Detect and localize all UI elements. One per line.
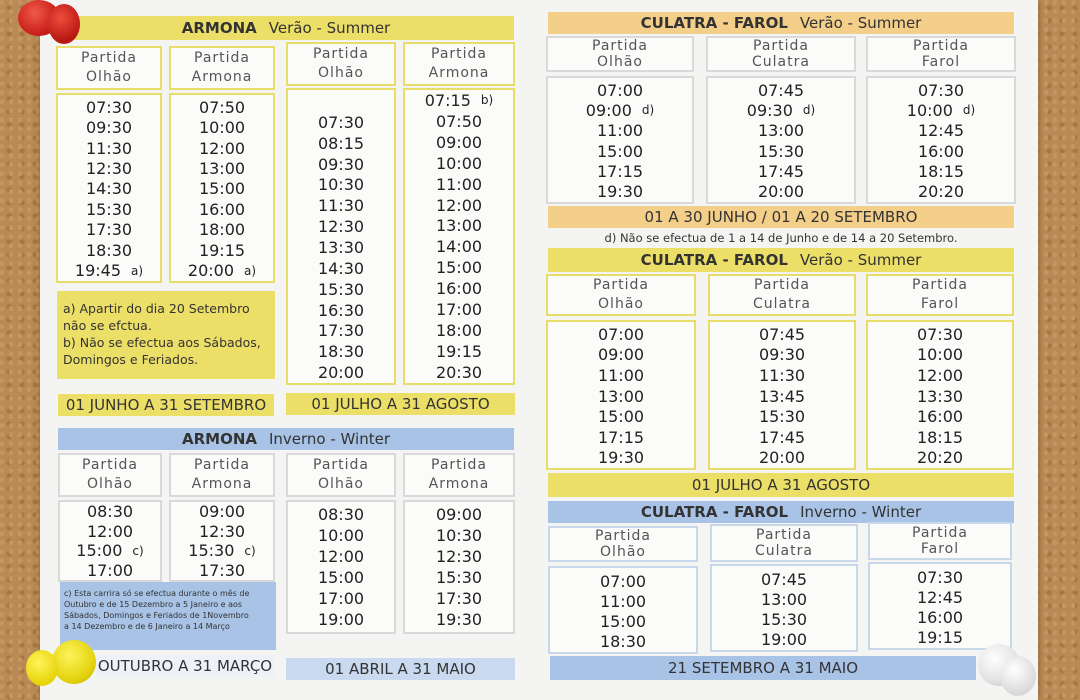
departure-time — [868, 365, 1012, 386]
time-value: 12:00 — [317, 547, 365, 566]
time-value: 15:00 — [596, 141, 644, 161]
time-value: 18:00 — [435, 321, 483, 341]
time-value: 15:00 — [599, 612, 647, 632]
time-value: 17:45 — [758, 427, 806, 447]
time-value: 20:00 — [758, 448, 806, 468]
departure-time — [712, 630, 856, 650]
time-value: 11:30 — [85, 138, 133, 158]
departure-time — [710, 386, 854, 407]
time-value: 15:00 — [597, 407, 645, 427]
armona-winter-left-header-olhao: Partida Olhão — [58, 453, 162, 497]
departure-time — [550, 571, 696, 591]
time-value: 17:45 — [757, 161, 805, 181]
yellow-pushpin-head — [26, 650, 58, 686]
time-value: 10:00 — [435, 153, 483, 173]
time-value: 09:30 — [85, 118, 133, 138]
departure-time — [548, 182, 692, 202]
time-value: 09:00 — [435, 132, 483, 152]
time-value: 07:30 — [917, 80, 965, 100]
culatra-winter-header-culatra: Partida Culatra — [710, 524, 858, 562]
time-value: 07:00 — [599, 571, 647, 591]
culatra-summer-period: 01 JULHO A 31 AGOSTO — [548, 473, 1014, 497]
time-value: 09:30 — [317, 154, 365, 174]
time-value: 15:00 — [76, 541, 123, 561]
time-value: 11:00 — [599, 591, 647, 611]
departure-time — [405, 132, 513, 153]
departure-time — [58, 138, 160, 158]
time-value: 17:15 — [596, 161, 644, 181]
departure-time — [548, 80, 692, 100]
time-value: 18:30 — [85, 240, 133, 260]
time-value: 12:30 — [85, 159, 133, 179]
armona-winter-notes: c) Esta carrira só se efectua durante o mês de Outubro e de 15 Dezembro a 5 Janeiro e aos Sábados, Domingos e Feriados de 1Novembro a 14 Dezembro e de 6 Janeiro a 14 Março — [60, 582, 276, 650]
culatra-winter-period: 21 SETEMBRO A 31 MAIO — [550, 656, 976, 680]
culatra-june-title: CULATRA - FAROL Verão - Summer — [548, 12, 1014, 34]
time-value: 09:30 — [758, 345, 806, 365]
time-value: 10:00 — [198, 118, 246, 138]
departure-time — [712, 610, 856, 630]
footnote-marker: a) — [131, 263, 144, 278]
time-value: 19:00 — [760, 630, 808, 650]
departure-time — [548, 141, 692, 161]
time-value: 11:00 — [597, 365, 645, 385]
departure-time — [171, 138, 273, 158]
time-value: 17:00 — [435, 300, 483, 320]
footnote-marker: c) — [244, 543, 256, 558]
departure-time — [171, 97, 273, 117]
time-value: 07:30 — [85, 97, 133, 117]
departure-time — [548, 427, 694, 448]
time-value: 17:00 — [86, 560, 134, 580]
time-value: 18:30 — [599, 632, 647, 652]
departure-time — [712, 569, 856, 589]
departure-time — [171, 158, 273, 178]
departure-time — [288, 154, 394, 175]
time-value: 15:30 — [757, 141, 805, 161]
departure-time — [868, 100, 1014, 120]
time-value: 11:30 — [317, 196, 365, 216]
time-value: 12:00 — [916, 365, 964, 385]
time-value: 07:45 — [758, 324, 806, 344]
yellow-pushpin — [52, 640, 96, 684]
departure-time — [405, 195, 513, 216]
time-value: 07:00 — [596, 80, 644, 100]
time-value: 19:15 — [916, 628, 964, 648]
time-value: 17:30 — [198, 560, 246, 580]
departure-time — [405, 174, 513, 195]
time-value: 13:00 — [760, 589, 808, 609]
time-value: 09:00 — [597, 345, 645, 365]
culatra-summer-header-olhao: Partida Olhão — [546, 274, 696, 316]
departure-time — [868, 386, 1012, 407]
footnote-marker: b) — [480, 93, 494, 108]
departure-time — [548, 447, 694, 468]
armona-winter-left-period: OUTUBRO A 31 MARÇO — [97, 657, 273, 675]
departure-time — [708, 121, 854, 141]
time-value: 20:20 — [917, 182, 965, 202]
time-value: 13:45 — [758, 386, 806, 406]
departure-time — [712, 589, 856, 609]
culatra-winter-col-farol — [868, 562, 1012, 650]
time-value: 08:15 — [317, 133, 365, 153]
time-value: 07:00 — [597, 324, 645, 344]
culatra-winter-header-olhao: Partida Olhão — [548, 526, 698, 562]
time-value: 08:30 — [86, 502, 134, 522]
time-value: 15:30 — [317, 279, 365, 299]
culatra-june-col-olhao — [546, 76, 694, 204]
departure-time — [405, 588, 513, 609]
armona-winter-left-header-armona: Partida Armona — [169, 453, 275, 497]
departure-time — [288, 320, 394, 341]
departure-time — [708, 161, 854, 181]
time-value: 18:15 — [917, 161, 965, 181]
departure-time — [870, 587, 1010, 607]
time-value: 10:00 — [906, 100, 953, 120]
time-value: 12:30 — [317, 217, 365, 237]
departure-time — [405, 111, 513, 132]
time-value: 15:00 — [198, 179, 246, 199]
time-value: 18:15 — [916, 427, 964, 447]
departure-time — [288, 588, 394, 609]
departure-time — [58, 97, 160, 117]
time-value: 16:30 — [317, 300, 365, 320]
time-value: 19:45 — [74, 261, 122, 281]
armona-winter-title: ARMONA Inverno - Winter — [58, 428, 514, 450]
culatra-winter-col-olhao — [548, 566, 698, 654]
time-value: 16:00 — [916, 608, 964, 628]
departure-time — [288, 133, 394, 154]
armona-summer-left-period: 01 JUNHO A 31 SETEMBRO — [58, 394, 274, 416]
time-value: 12:45 — [917, 121, 965, 141]
departure-time — [405, 216, 513, 237]
time-value: 20:00 — [317, 363, 365, 383]
armona-summer-left-col-olhao — [56, 93, 162, 283]
departure-time — [868, 80, 1014, 100]
departure-time — [288, 546, 394, 567]
departure-time — [288, 609, 394, 630]
departure-time — [405, 546, 513, 567]
time-value: 13:00 — [435, 216, 483, 236]
culatra-june-header-culatra: Partida Culatra — [706, 36, 856, 72]
time-value: 19:00 — [317, 610, 365, 629]
time-value: 10:00 — [916, 345, 964, 365]
departure-time — [868, 324, 1012, 345]
time-value: 07:50 — [198, 97, 246, 117]
departure-time — [868, 345, 1012, 366]
time-value: 19:30 — [597, 448, 645, 468]
time-value: 12:30 — [198, 521, 246, 541]
culatra-june-period: 01 A 30 JUNHO / 01 A 20 SETEMBRO — [548, 206, 1014, 228]
time-value: 14:30 — [317, 258, 365, 278]
culatra-june-col-farol — [866, 76, 1016, 204]
departure-time — [60, 502, 160, 522]
time-value: 18:00 — [198, 220, 246, 240]
time-value: 16:00 — [435, 279, 483, 299]
culatra-june-header-olhao: Partida Olhão — [546, 36, 694, 72]
time-value: 07:50 — [435, 111, 483, 131]
time-value: 11:30 — [758, 365, 806, 385]
time-value: 13:00 — [597, 386, 645, 406]
armona-winter-right-header-olhao: Partida Olhão — [286, 453, 396, 497]
departure-time — [548, 100, 692, 120]
departure-time — [58, 179, 160, 199]
departure-time — [58, 240, 160, 260]
departure-time — [710, 427, 854, 448]
departure-time — [868, 447, 1012, 468]
departure-time — [870, 608, 1010, 628]
departure-time — [171, 541, 273, 561]
footnote-marker: d) — [962, 103, 976, 118]
time-value: 07:30 — [317, 112, 365, 132]
departure-time — [58, 158, 160, 178]
time-value: 12:45 — [916, 587, 964, 607]
time-value: 12:00 — [198, 138, 246, 158]
culatra-winter-col-culatra — [710, 564, 858, 652]
departure-time — [710, 447, 854, 468]
armona-winter-right-col-armona — [403, 500, 515, 634]
departure-time — [60, 541, 160, 561]
departure-time — [171, 502, 273, 522]
departure-time — [171, 179, 273, 199]
footnote-marker: c) — [132, 543, 144, 558]
departure-time — [548, 121, 692, 141]
departure-time — [288, 258, 394, 279]
armona-summer-right-period: 01 JULHO A 31 AGOSTO — [286, 393, 515, 415]
armona-summer-left-header-armona: Partida Armona — [169, 46, 275, 90]
time-value: 20:00 — [187, 261, 235, 281]
time-value: 12:30 — [435, 547, 483, 566]
departure-time — [288, 175, 394, 196]
departure-time — [708, 100, 854, 120]
departure-time — [405, 525, 513, 546]
time-value: 07:30 — [916, 567, 964, 587]
departure-time — [60, 561, 160, 581]
white-pushpin-head — [1000, 656, 1036, 696]
time-value: 19:30 — [596, 182, 644, 202]
time-value: 15:30 — [758, 407, 806, 427]
departure-time — [288, 237, 394, 258]
time-value: 20:00 — [757, 182, 805, 202]
departure-time — [288, 341, 394, 362]
departure-time — [868, 161, 1014, 181]
departure-time — [288, 279, 394, 300]
armona-summer-right-col-armona — [403, 88, 515, 385]
departure-time — [710, 345, 854, 366]
time-value: 12:00 — [86, 521, 134, 541]
time-value: 11:00 — [435, 174, 483, 194]
time-value: 07:45 — [760, 569, 808, 589]
armona-summer-left-col-armona — [169, 93, 275, 283]
time-value: 20:30 — [435, 362, 483, 382]
time-value: 07:30 — [916, 324, 964, 344]
time-value: 15:30 — [435, 568, 483, 587]
departure-time — [288, 525, 394, 546]
time-value: 15:00 — [435, 258, 483, 278]
culatra-winter-header-farol: Partida Farol — [868, 522, 1012, 560]
time-value: 09:00 — [198, 502, 246, 522]
departure-time — [171, 522, 273, 542]
culatra-summer-title: CULATRA - FAROL Verão - Summer — [548, 248, 1014, 272]
culatra-summer-col-farol — [866, 320, 1014, 470]
departure-time — [548, 365, 694, 386]
departure-time — [548, 324, 694, 345]
time-value: 08:30 — [317, 505, 365, 524]
time-value: 18:30 — [317, 342, 365, 362]
time-value: 17:00 — [317, 589, 365, 608]
culatra-june-note: d) Não se efectua de 1 a 14 de Junho e de 14 a 20 Setembro. — [604, 231, 958, 245]
departure-time — [548, 161, 692, 181]
culatra-summer-header-farol: Partida Farol — [866, 274, 1014, 316]
departure-time — [171, 199, 273, 219]
departure-time — [550, 591, 696, 611]
departure-time — [405, 257, 513, 278]
red-pushpin-head — [48, 4, 80, 44]
departure-time — [548, 406, 694, 427]
time-value: 11:00 — [596, 121, 644, 141]
time-value: 19:15 — [198, 240, 246, 260]
culatra-summer-header-culatra: Partida Culatra — [708, 274, 856, 316]
time-value: 10:30 — [435, 526, 483, 545]
departure-time — [870, 628, 1010, 648]
departure-time — [868, 182, 1014, 202]
time-value: 15:00 — [317, 568, 365, 587]
culatra-summer-col-olhao — [546, 320, 696, 470]
culatra-summer-col-culatra — [708, 320, 856, 470]
time-value: 20:20 — [916, 448, 964, 468]
departure-time — [405, 278, 513, 299]
departure-time — [405, 362, 513, 383]
departure-time — [548, 345, 694, 366]
armona-summer-title: ARMONA Verão - Summer — [58, 16, 514, 40]
time-value: 15:30 — [85, 199, 133, 219]
departure-time — [405, 153, 513, 174]
departure-time — [288, 567, 394, 588]
departure-time — [60, 522, 160, 542]
departure-time — [405, 341, 513, 362]
time-value: 19:30 — [435, 610, 483, 629]
time-value: 13:30 — [916, 386, 964, 406]
time-value: 12:00 — [435, 195, 483, 215]
departure-time — [710, 406, 854, 427]
armona-winter-left-col-olhao — [58, 500, 162, 582]
departure-time — [868, 141, 1014, 161]
departure-time — [288, 216, 394, 237]
footnote-marker: d) — [802, 103, 816, 118]
departure-time — [171, 117, 273, 137]
departure-time — [405, 609, 513, 630]
departure-time — [171, 561, 273, 581]
time-value: 14:30 — [85, 179, 133, 199]
departure-time — [405, 567, 513, 588]
armona-winter-right-period: 01 ABRIL A 31 MAIO — [286, 658, 515, 680]
time-value: 07:45 — [757, 80, 805, 100]
time-value: 16:00 — [198, 199, 246, 219]
time-value: 14:00 — [435, 237, 483, 257]
armona-winter-left-col-armona — [169, 500, 275, 582]
departure-time — [288, 504, 394, 525]
departure-time — [405, 90, 513, 111]
armona-winter-right-col-olhao — [286, 500, 396, 634]
time-value: 13:00 — [198, 159, 246, 179]
culatra-june-header-farol: Partida Farol — [866, 36, 1016, 72]
armona-summer-left-header-olhao: Partida Olhão — [56, 46, 162, 90]
departure-time — [171, 220, 273, 240]
time-value: 16:00 — [916, 407, 964, 427]
departure-time — [708, 80, 854, 100]
culatra-june-col-culatra — [706, 76, 856, 204]
departure-time — [288, 300, 394, 321]
departure-time — [868, 121, 1014, 141]
departure-time — [288, 362, 394, 383]
departure-time — [171, 240, 273, 260]
footnote-marker: d) — [641, 103, 655, 118]
time-value: 17:30 — [317, 321, 365, 341]
time-value: 17:30 — [85, 220, 133, 240]
time-value: 13:30 — [317, 237, 365, 257]
time-value: 10:00 — [317, 526, 365, 545]
departure-time — [405, 236, 513, 257]
departure-time — [171, 261, 273, 281]
armona-summer-right-header-olhao: Partida Olhão — [286, 42, 396, 86]
departure-time — [550, 612, 696, 632]
time-value: 17:30 — [435, 589, 483, 608]
time-value: 09:00 — [585, 100, 632, 120]
armona-summer-right-col-olhao — [286, 88, 396, 385]
departure-time — [405, 299, 513, 320]
time-value: 09:30 — [746, 100, 793, 120]
departure-time — [708, 182, 854, 202]
departure-time — [868, 427, 1012, 448]
time-value: 19:15 — [435, 342, 483, 362]
armona-summer-right-header-armona: Partida Armona — [403, 42, 515, 86]
departure-time — [405, 320, 513, 341]
departure-time — [870, 567, 1010, 587]
departure-time — [58, 117, 160, 137]
departure-time — [550, 632, 696, 652]
departure-time — [58, 220, 160, 240]
time-value: 16:00 — [917, 141, 965, 161]
departure-time — [405, 504, 513, 525]
departure-time — [868, 406, 1012, 427]
culatra-winter-title: CULATRA - FAROL Inverno - Winter — [548, 501, 1014, 523]
time-value: 09:00 — [435, 505, 483, 524]
departure-time — [708, 141, 854, 161]
departure-time — [288, 195, 394, 216]
time-value: 17:15 — [597, 427, 645, 447]
departure-time — [288, 112, 394, 133]
armona-winter-right-header-armona: Partida Armona — [403, 453, 515, 497]
time-value: 10:30 — [317, 175, 365, 195]
time-value: 15:30 — [188, 541, 235, 561]
departure-time — [548, 386, 694, 407]
time-value: 15:30 — [760, 610, 808, 630]
time-value: 13:00 — [757, 121, 805, 141]
footnote-marker: a) — [244, 263, 257, 278]
armona-summer-notes: a) Apartir do dia 20 Setembro não se efctua. b) Não se efectua aos Sábados, Domingos e Feriados. — [57, 291, 275, 379]
time-value: 07:15 — [424, 90, 471, 110]
departure-time — [710, 365, 854, 386]
departure-time — [58, 261, 160, 281]
departure-time — [58, 199, 160, 219]
departure-time — [710, 324, 854, 345]
